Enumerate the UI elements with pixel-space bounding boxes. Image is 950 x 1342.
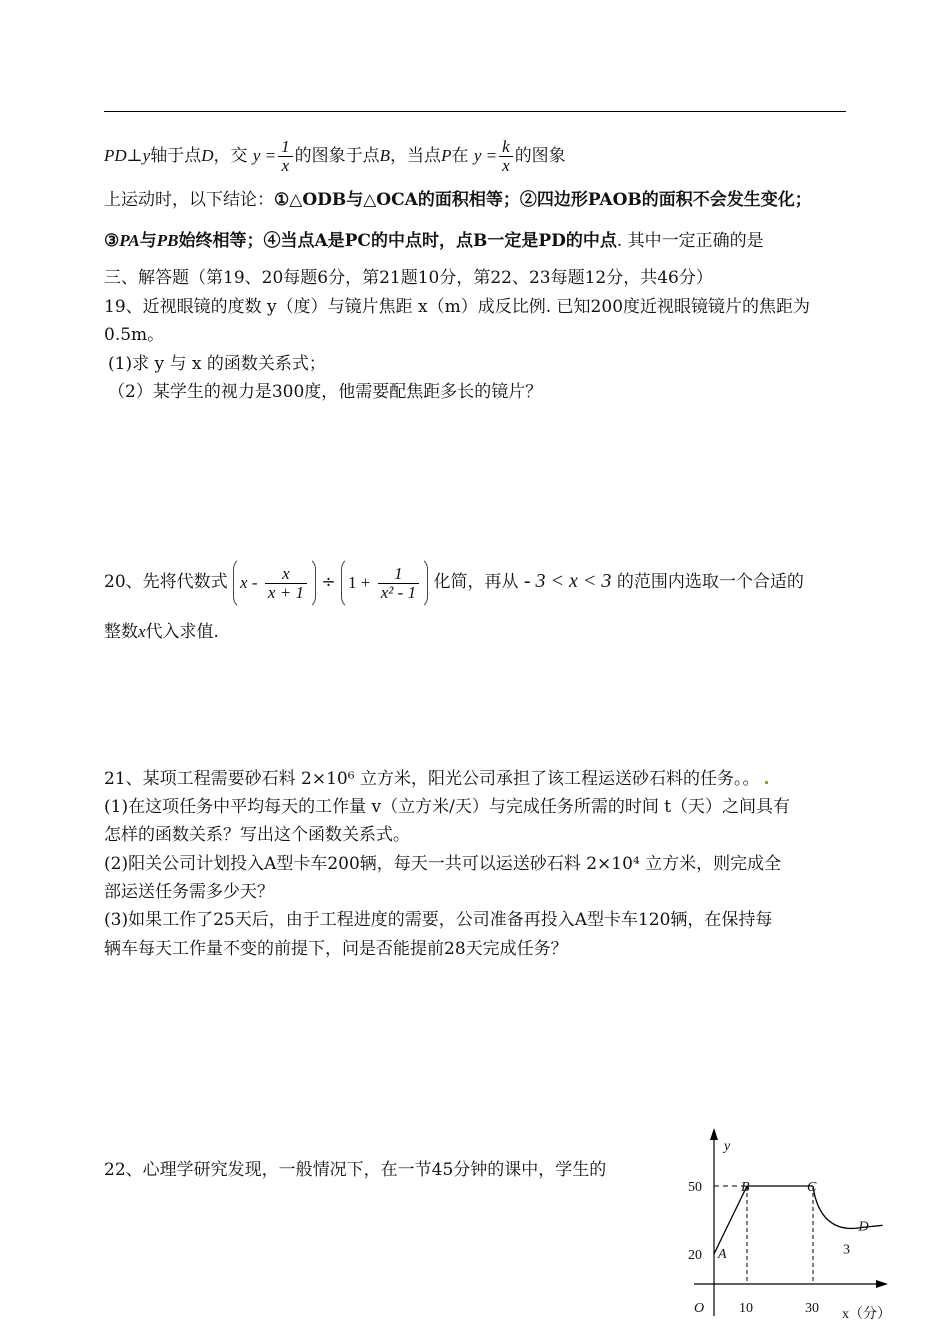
text: 整数 xyxy=(104,622,138,642)
q22-line-1: 22、心理学研究发现，一般情况下，在一节45分钟的课中，学生的 xyxy=(104,1160,607,1180)
x-tick-label: 10 xyxy=(739,1301,753,1316)
text-pb: PB xyxy=(156,231,179,250)
intro-line-2 xyxy=(104,188,812,212)
q21-line-3: 怎样的函数关系？写出这个函数关系式。 xyxy=(104,825,410,845)
text: 上运动时，以下结论： xyxy=(104,190,274,210)
segment-ab xyxy=(714,1186,747,1254)
numerator: x xyxy=(282,563,290,583)
q21-line-5: 部运送任务需多少天？ xyxy=(104,882,274,902)
fraction-k-over-x xyxy=(499,138,513,175)
fraction-1-over-x2-minus-1 xyxy=(378,565,419,602)
x-axis-arrow xyxy=(876,1280,888,1288)
equation-lhs: y = xyxy=(473,146,498,165)
intro-line-3 xyxy=(104,229,764,253)
text-y: y xyxy=(142,146,151,165)
text: ，当点 xyxy=(390,146,442,166)
text: 的图象于点 xyxy=(294,146,380,166)
range-expression: - 3 < x < 3 xyxy=(523,570,612,592)
divide-sign: ÷ xyxy=(321,572,336,592)
fraction-x-over-x-plus-1 xyxy=(265,565,307,602)
q19-line-1: 19、近视眼镜的度数 y（度）与镜片焦距 x（m）成反比例. 已知200度近视眼镜镜片的焦距为 xyxy=(104,297,811,317)
intro-line-1 xyxy=(104,138,566,175)
denominator: x xyxy=(499,156,513,175)
text: 轴于点 xyxy=(150,146,202,166)
numerator: 1 xyxy=(281,137,290,156)
text: 21、某项工程需要砂石料 2×10⁶ 立方米，阳光公司承担了该工程运送砂石料的任务。。 xyxy=(104,769,760,789)
point-label-a: A xyxy=(718,1247,727,1262)
q21-line-1 xyxy=(104,767,768,791)
paren-group-2 xyxy=(341,557,428,609)
chart-layer xyxy=(688,1128,891,1322)
fraction-1-over-x xyxy=(278,138,293,175)
annotation-label: 3 xyxy=(843,1242,850,1258)
numerator: k xyxy=(502,137,510,156)
q21-line-6: (3)如果工作了25天后，由于工程进度的需要，公司准备再投入A型卡车120辆，在保持每 xyxy=(104,910,773,930)
text: ，交 xyxy=(213,146,248,166)
text-x: x xyxy=(138,622,146,641)
text-p: P xyxy=(441,146,452,165)
text: 20、先将代数式 xyxy=(104,572,228,592)
q21-line-4: (2)阳关公司计划投入A型卡车200辆，每天一共可以运送砂石料 2×10⁴ 立方米，则完成全 xyxy=(104,854,782,874)
text: 在 xyxy=(451,146,469,166)
conclusions-1-2: ①△ODB与△OCA的面积相等；②四边形PAOB的面积不会发生变化； xyxy=(274,190,812,210)
q21-line-2: (1)在这项任务中平均每天的工作量 v（立方米/天）与完成任务所需的时间 t（天）之间具有 xyxy=(104,797,791,817)
q20-line-2 xyxy=(104,620,219,644)
text: 的图象 xyxy=(514,146,566,166)
point-label-b: B xyxy=(741,1180,750,1195)
y-axis-arrow xyxy=(710,1128,718,1140)
q21-line-7: 辆车每天工作量不变的前提下，问是否能提前28天完成任务？ xyxy=(104,939,568,959)
equation-lhs: y = xyxy=(252,146,277,165)
denominator: x + 1 xyxy=(265,583,307,602)
conclusions-3-4: 始终相等；④当点A是PC的中点时，点B一定是PD的中点 xyxy=(178,231,617,251)
stray-mark xyxy=(765,781,768,784)
y-axis-label: y xyxy=(724,1139,731,1154)
y-tick-label: 50 xyxy=(688,1180,702,1195)
attention-chart xyxy=(680,1120,920,1340)
text: 化简，再从 xyxy=(433,572,519,592)
denominator: x² - 1 xyxy=(378,583,419,602)
text: 与 xyxy=(139,231,157,251)
text-pa: PA xyxy=(119,231,140,250)
text-pd: PD⊥ xyxy=(104,146,143,165)
denominator: x xyxy=(278,156,293,175)
q19-line-2: 0.5m。 xyxy=(104,325,165,345)
point-label-d: D xyxy=(858,1219,869,1235)
text: 代入求值. xyxy=(145,622,219,642)
text: . 其中一定正确的是 xyxy=(616,231,764,251)
x-axis-label: x（分） xyxy=(842,1307,891,1322)
text-b: B xyxy=(379,146,391,165)
y-tick-label: 20 xyxy=(688,1248,702,1263)
paren-group-1 xyxy=(233,557,316,609)
header-rule xyxy=(104,111,846,112)
curve-cd xyxy=(813,1186,883,1229)
text-d: D xyxy=(201,146,214,165)
numerator: 1 xyxy=(394,563,403,583)
origin-label: O xyxy=(694,1301,705,1316)
text: ③ xyxy=(104,231,120,251)
point-label-c: C xyxy=(807,1180,817,1195)
x-tick-label: 30 xyxy=(805,1301,819,1316)
text: 的范围内选取一个合适的 xyxy=(616,572,804,592)
q19-sub-1: (1)求 y 与 x 的函数关系式； xyxy=(108,354,326,374)
q20-line-1 xyxy=(104,553,804,610)
expr: 1 + xyxy=(348,572,371,592)
section-heading: 三、解答题（第19、20每题6分，第21题10分，第22、23每题12分，共46分） xyxy=(104,268,713,288)
q19-sub-2: （2）某学生的视力是300度，他需要配焦距多长的镜片？ xyxy=(108,382,543,402)
expr: x - xyxy=(240,572,258,592)
